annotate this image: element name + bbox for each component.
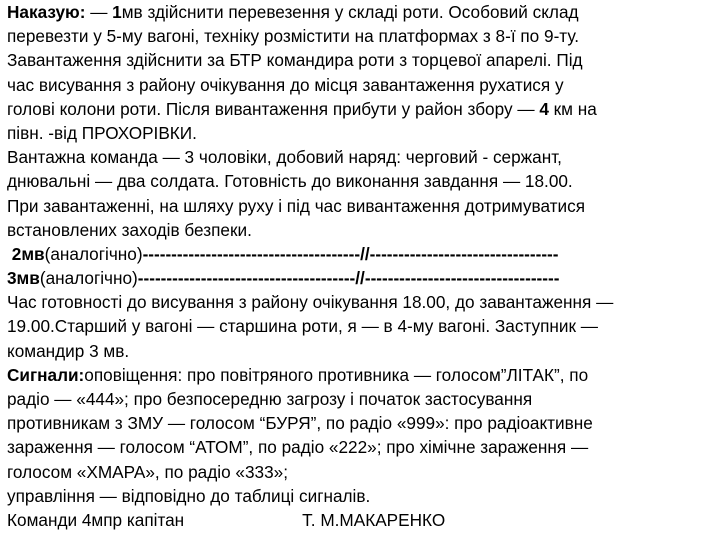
order-line-5 [7, 97, 717, 121]
platoon-3-label: 3мв [7, 268, 40, 289]
order-text: мв здійснити перевезення у складі роти. Особовий склад [121, 2, 579, 22]
platoon-2-line [7, 242, 717, 266]
platoon-2-text: (аналогічно) [44, 243, 143, 264]
readiness-line-2: 19.00.Старший у вагоні — старшина роти, я — в 4-му вагоні. Заступник — [7, 316, 598, 337]
signals-text: оповіщення: про повітряного противника — голосом”ЛІТАК”, по [84, 364, 589, 385]
platoon-2-dashes: -------------------------------------- [142, 243, 361, 264]
signals-line-5: голосом «ХМАРА», по радіо «333»; [7, 461, 288, 482]
signature-position: Команди 4мпр капітан [7, 509, 185, 530]
order-line-10: встановлених заходів безпеки. [7, 219, 252, 240]
distance-number: 4 [539, 98, 549, 119]
order-document [7, 0, 717, 532]
signals-label: Сигнали: [7, 364, 85, 385]
readiness-line-3: командир 3 мв. [7, 340, 130, 361]
platoon-3-line [7, 266, 717, 290]
signals-line-3: противникам з ЗМУ — голосом “БУРЯ”, по радіо «999»: про радіоактивне [7, 413, 593, 434]
signals-line-2: радіо — «444»; про безпосередню загрозу і початок застосування [7, 389, 533, 409]
signals-line-1 [7, 363, 717, 387]
platoon-2-separator: // [360, 243, 370, 264]
platoon-2-label: 2мв [11, 243, 45, 264]
order-line-8: днювальні — два солдата. Готовність до виконання завдання — 18.00. [7, 171, 573, 192]
order-line-6: півн. -від ПРОХОРІВКИ. [7, 122, 197, 143]
platoon-3-separator: // [355, 268, 365, 289]
readiness-line-1: Час готовності до висування з району очікування 18.00, до завантаження — [7, 292, 614, 313]
order-text: голові колони роти. Після вивантаження прибути у район збору — [7, 98, 540, 119]
order-unit-number: 1 [112, 2, 122, 22]
order-line-2: перевезти у 5-му вагоні, техніку розмістити на платформах з 8-ї по 9-ту. [7, 26, 580, 47]
order-line-7: Вантажна команда — 3 чоловіки, добовий наряд: черговий - сержант, [7, 147, 562, 168]
order-line-9: При завантаженні, на шляху руху і під час вивантаження дотримуватися [7, 195, 586, 216]
platoon-2-dashes: --------------------------------- [369, 243, 559, 264]
order-line-1 [7, 0, 717, 24]
order-dash: — [85, 2, 113, 22]
platoon-3-dashes: -------------------------------------- [137, 268, 356, 289]
platoon-3-dashes: ---------------------------------- [364, 268, 560, 289]
signals-line-6: управління — відповідно до таблиці сигналів. [7, 485, 371, 506]
order-text: км на [548, 98, 597, 119]
order-label: Наказую: [7, 2, 86, 22]
platoon-3-text: (аналогічно) [39, 268, 138, 289]
order-line-4: час висування з району очікування до місця завантаження рухатися у [7, 74, 564, 95]
signature-line [7, 508, 717, 532]
signals-line-4: зараження — голосом “АТОМ”, по радіо «222»; про хімічне зараження — [7, 437, 589, 458]
order-line-3: Завантаження здійснити за БТР командира роти з торцевої апарелі. Під [7, 50, 583, 71]
signature-name: Т. М.МАКАРЕНКО [302, 509, 446, 530]
